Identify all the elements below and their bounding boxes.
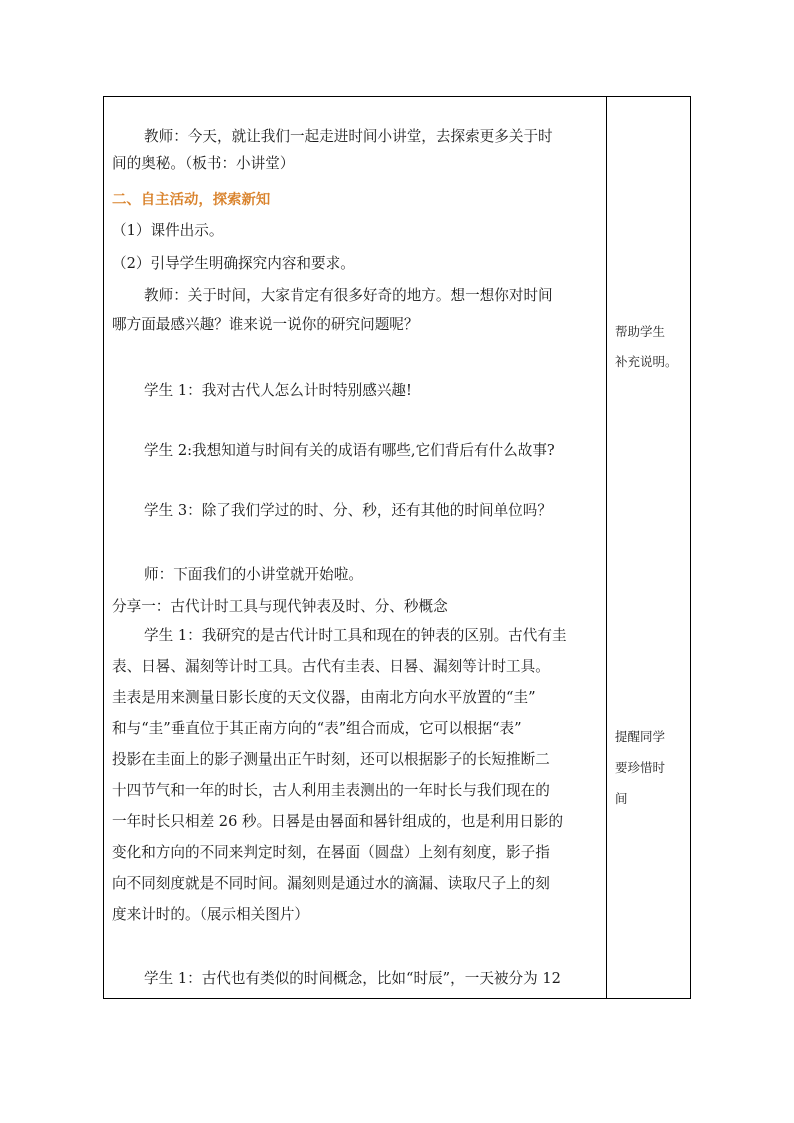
- text-line: 和与“圭”垂直位于其正南方向的“表”组合而成，它可以根据“表”: [112, 720, 522, 737]
- text-line: 变化和方向的不同来判定时刻，在晷面（圆盘）上刻有刻度，影子指: [112, 844, 550, 861]
- text-line: 向不同刻度就是不同时间。漏刻则是通过水的滴漏、读取尺子上的刻: [112, 875, 550, 892]
- text-line: （2）引导学生明确探究内容和要求。: [112, 255, 355, 272]
- text-line: 教师：关于时间，大家肯定有很多好奇的地方。想一想你对时间: [144, 287, 553, 304]
- side-note-line: 补充说明。: [615, 354, 678, 369]
- side-note-line: 要珍惜时: [615, 760, 666, 775]
- text-line: 一年时长只相差 26 秒。日晷是由晷面和晷针组成的，也是利用日影的: [112, 813, 564, 830]
- content-column: [104, 97, 607, 998]
- text-line: 学生 1：古代也有类似的时间概念，比如“时辰”，一天被分为 12: [144, 970, 561, 987]
- lesson-table: [103, 96, 691, 999]
- notes-column: [607, 97, 690, 998]
- text-line: 学生 1：我研究的是古代计时工具和现在的钟表的区别。古代有圭: [144, 627, 567, 644]
- text-line: 圭表是用来测量日影长度的天文仪器，由南北方向水平放置的“圭”: [112, 689, 536, 706]
- text-line: 度来计时的。（展示相关图片）: [112, 906, 310, 923]
- text-line: 分享一：古代计时工具与现代钟表及时、分、秒概念: [112, 598, 448, 615]
- text-line: 师：下面我们的小讲堂就开始啦。: [144, 566, 363, 583]
- text-line: （1）课件出示。: [112, 222, 224, 239]
- side-note-line: 提醒同学: [615, 729, 666, 744]
- section-heading: 二、自主活动，探索新知: [112, 192, 271, 208]
- side-note-line: 帮助学生: [615, 324, 666, 339]
- text-line: 学生 2:我想知道与时间有关的成语有哪些,它们背后有什么故事?: [144, 442, 555, 459]
- text-line: 教师：今天，就让我们一起走进时间小讲堂，去探索更多关于时: [144, 128, 553, 145]
- text-line: 哪方面最感兴趣？谁来说一说你的研究问题呢？: [112, 316, 419, 333]
- text-line: 十四节气和一年的时长，古人利用圭表测出的一年时长与我们现在的: [112, 782, 550, 799]
- text-line: 间的奥秘。（板书：小讲堂）: [112, 155, 295, 172]
- text-line: 投影在圭面上的影子测量出正午时刻，还可以根据影子的长短推断二: [112, 751, 550, 768]
- text-line: 表、日晷、漏刻等计时工具。古代有圭表、日晷、漏刻等计时工具。: [112, 658, 550, 675]
- text-line: 学生 1：我对古代人怎么计时特别感兴趣!: [144, 382, 412, 399]
- side-note-line: 间: [615, 791, 628, 806]
- text-line: 学生 3：除了我们学过的时、分、秒，还有其他的时间单位吗？: [144, 502, 552, 519]
